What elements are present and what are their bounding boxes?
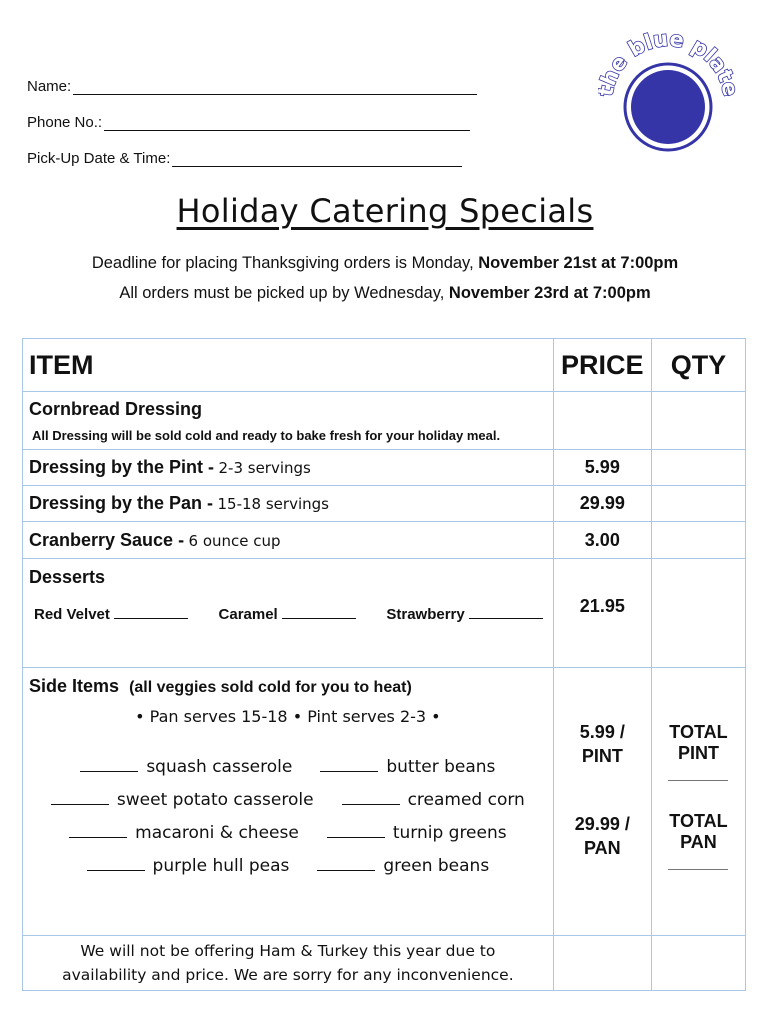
table-row-sides (23, 668, 746, 936)
phone-label: Phone No.: (27, 114, 103, 131)
dessert-option[interactable]: Strawberry (386, 606, 542, 623)
header-price: PRICE (553, 339, 651, 392)
dessert-option[interactable]: Caramel (219, 606, 356, 623)
desserts-price: 21.95 (553, 559, 651, 668)
item-name: Dressing by the Pan - (29, 493, 214, 513)
sides-title: Side Items (all veggies sold cold for you to heat) (29, 676, 412, 696)
pint-price: 5.99 / PINT (579, 722, 625, 766)
total-pan-input-line[interactable] (668, 859, 728, 870)
page-title: Holiday Catering Specials (176, 192, 594, 230)
phone-input-line[interactable] (104, 116, 470, 131)
item-price: 3.00 (553, 522, 651, 559)
cornbread-price-cell (553, 392, 651, 450)
pickup-field[interactable] (27, 150, 462, 167)
name-input-line[interactable] (73, 80, 477, 95)
cornbread-qty-cell[interactable] (651, 392, 745, 450)
side-items-list (23, 750, 553, 882)
side-option[interactable]: turnip greens (327, 823, 507, 843)
item-price: 5.99 (553, 450, 651, 486)
total-pan: TOTAL PAN (652, 811, 745, 870)
side-option[interactable]: green beans (317, 856, 489, 876)
footer-note: We will not be offering Ham & Turkey this year due to availability and price. We are sorry for any inconvenience. (23, 936, 554, 991)
sides-qty-cell (651, 668, 745, 936)
blue-plate-logo (598, 32, 738, 172)
item-detail: 2-3 servings (218, 459, 311, 477)
item-detail: 15-18 servings (217, 495, 329, 513)
header-qty: QTY (651, 339, 745, 392)
svg-text:the blue plate: he blue plat (598, 32, 738, 90)
name-field[interactable] (27, 78, 477, 95)
pickup-label: Pick-Up Date & Time: (27, 150, 171, 167)
deadline-line-1: Deadline for placing Thanksgiving orders is Monday, November 21st at 7:00pm (91, 254, 679, 272)
list-item (23, 750, 553, 783)
qty-cell[interactable] (651, 450, 745, 486)
side-option[interactable]: purple hull peas (87, 856, 290, 876)
item-name: Cranberry Sauce - (29, 529, 185, 550)
table-row (23, 522, 746, 559)
total-pint-input-line[interactable] (668, 770, 728, 781)
list-item (23, 849, 553, 882)
pickup-input-line[interactable] (172, 152, 462, 167)
header-item: ITEM (23, 339, 554, 392)
total-pint: TOTAL PINT (652, 722, 745, 781)
side-option[interactable]: macaroni & cheese (69, 823, 299, 843)
sides-serves-note: • Pan serves 15-18 • Pint serves 2-3 • (135, 707, 441, 726)
list-item (23, 783, 553, 816)
list-item (23, 816, 553, 849)
side-option[interactable]: squash casserole (80, 757, 292, 777)
name-label: Name: (27, 78, 72, 95)
dessert-options (23, 606, 553, 623)
item-detail: 6 ounce cup (188, 531, 281, 550)
table-row-footer (23, 936, 746, 991)
table-header-row (23, 339, 746, 392)
qty-cell[interactable] (651, 486, 745, 522)
table-row (23, 486, 746, 522)
item-name: Dressing by the Pint - (29, 457, 215, 477)
table-row (23, 450, 746, 486)
table-row-desserts (23, 559, 746, 668)
qty-cell[interactable] (651, 522, 745, 559)
order-table (22, 338, 746, 991)
side-option[interactable]: sweet potato casserole (51, 790, 314, 810)
desserts-title: Desserts (29, 567, 106, 587)
pan-price: 29.99 / PAN (574, 814, 630, 858)
item-price: 29.99 (553, 486, 651, 522)
table-row-cornbread (23, 392, 746, 450)
dressing-note: All Dressing will be sold cold and ready to bake fresh for your holiday meal. (32, 427, 501, 443)
deadline-line-2: All orders must be picked up by Wednesday, November 23rd at 7:00pm (119, 284, 651, 302)
desserts-qty-cell[interactable] (651, 559, 745, 668)
dessert-option[interactable]: Red Velvet (34, 606, 188, 623)
phone-field[interactable] (27, 114, 470, 131)
side-option[interactable]: butter beans (320, 757, 495, 777)
cornbread-title: Cornbread Dressing (29, 398, 203, 419)
side-option[interactable]: creamed corn (342, 790, 525, 810)
sides-price-cell (553, 668, 651, 936)
